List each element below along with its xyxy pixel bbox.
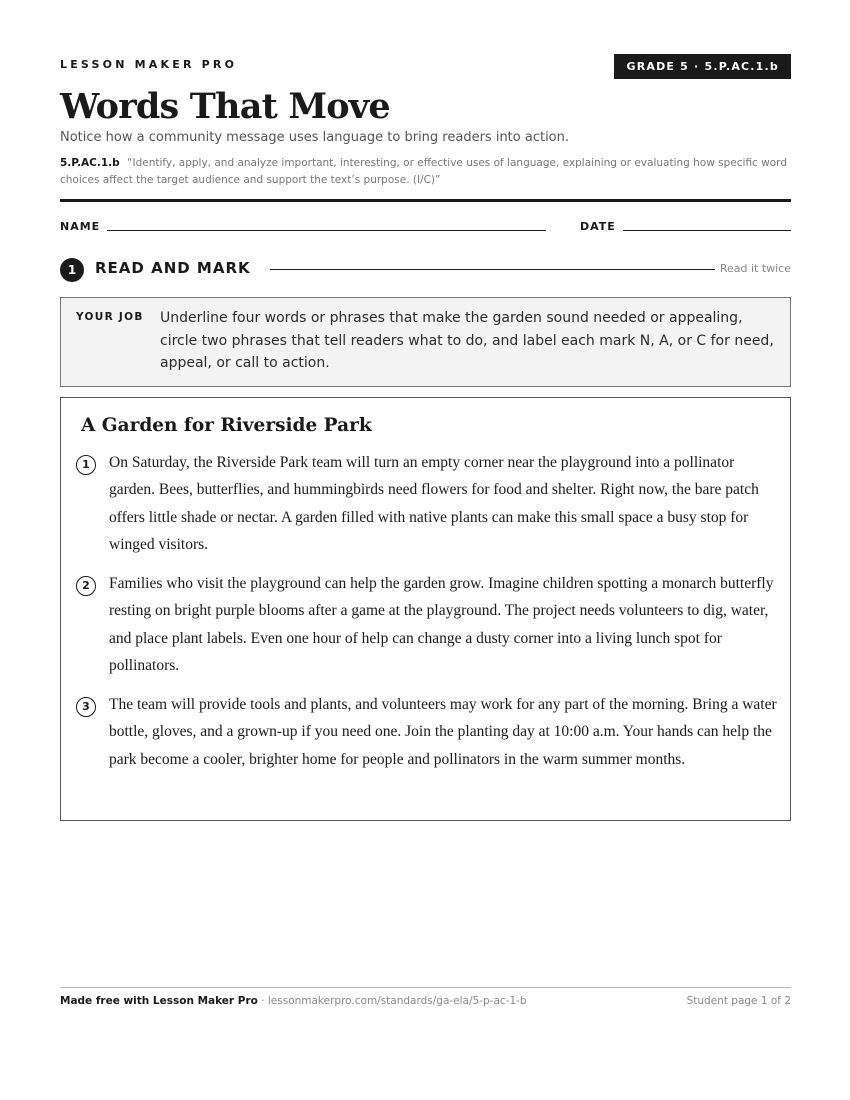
- standard-code: 5.P.AC.1.b: [60, 157, 120, 169]
- paragraph-text: Families who visit the playground can help the garden grow. Imagine children spotting a monarch butterfly resting on bright purple blooms after a game at the playground. The project needs volunteers to dig, water, and place plant labels. Even one hour of help can change a dusty corner into a living lunch spot for pollinators.: [109, 575, 774, 675]
- instructions-label: YOUR JOB: [76, 311, 144, 323]
- brand-name: LESSON MAKER PRO: [60, 58, 238, 71]
- footer-divider: [60, 987, 791, 988]
- footer-url[interactable]: · lessonmakerpro.com/standards/ga-ela/5-p-ac-1-b: [257, 995, 527, 1007]
- name-field-line[interactable]: [107, 230, 546, 231]
- paragraph-text: On Saturday, the Riverside Park team will turn an empty corner near the playground into a pollinator garden. Bees, butterflies, and hummingbirds need flowers for food and shelter. Right now, the bare patch offers little shade or nectar. A garden filled with native plants can make this small space a busy stop for winged visitors.: [109, 454, 759, 554]
- standard-description: [60, 155, 791, 189]
- footer-made-with: Made free with Lesson Maker Pro: [60, 995, 258, 1007]
- passage-title: A Garden for Riverside Park: [81, 415, 372, 436]
- footer-credit: [60, 995, 527, 1007]
- grade-badge: GRADE 5 · 5.P.AC.1.b: [614, 54, 791, 79]
- paragraph-text: The team will provide tools and plants, and volunteers may work for any part of the morning. Bring a water bottle, gloves, and a grown-up if you need one. Join the planting day at 10:00 a.m. Your hands can help the park become a cooler, brighter home for people and pollinators in the warm summer months.: [109, 696, 777, 768]
- date-field-line[interactable]: [623, 230, 791, 231]
- section-note: Read it twice: [719, 262, 791, 275]
- reading-passage: [60, 397, 791, 821]
- page-indicator: Student page 1 of 2: [686, 995, 791, 1007]
- instructions-text: Underline four words or phrases that make the garden sound needed or appealing, circle two phrases that tell readers what to do, and label each mark N, A, or C for need, appeal, or call to action.: [160, 310, 774, 371]
- header-divider: [60, 199, 791, 202]
- paragraph-number: 3: [76, 697, 96, 717]
- instructions-box: [60, 297, 791, 387]
- name-label: NAME: [60, 220, 101, 233]
- worksheet-page: [60, 0, 791, 1100]
- section-number-badge: 1: [60, 258, 84, 282]
- section-title: READ AND MARK: [95, 259, 251, 277]
- standard-text: “Identify, apply, and analyze important, interesting, or effective uses of language, explaining or evaluating how specific word choices affect the target audience and support the text’s purpose. (I/C)”: [60, 157, 787, 186]
- section-divider: [270, 269, 715, 270]
- page-title: Words That Move: [60, 86, 390, 127]
- paragraph-number: 1: [76, 455, 96, 475]
- page-subtitle: Notice how a community message uses language to bring readers into action.: [60, 130, 570, 145]
- date-label: DATE: [580, 220, 616, 233]
- paragraph-number: 2: [76, 576, 96, 596]
